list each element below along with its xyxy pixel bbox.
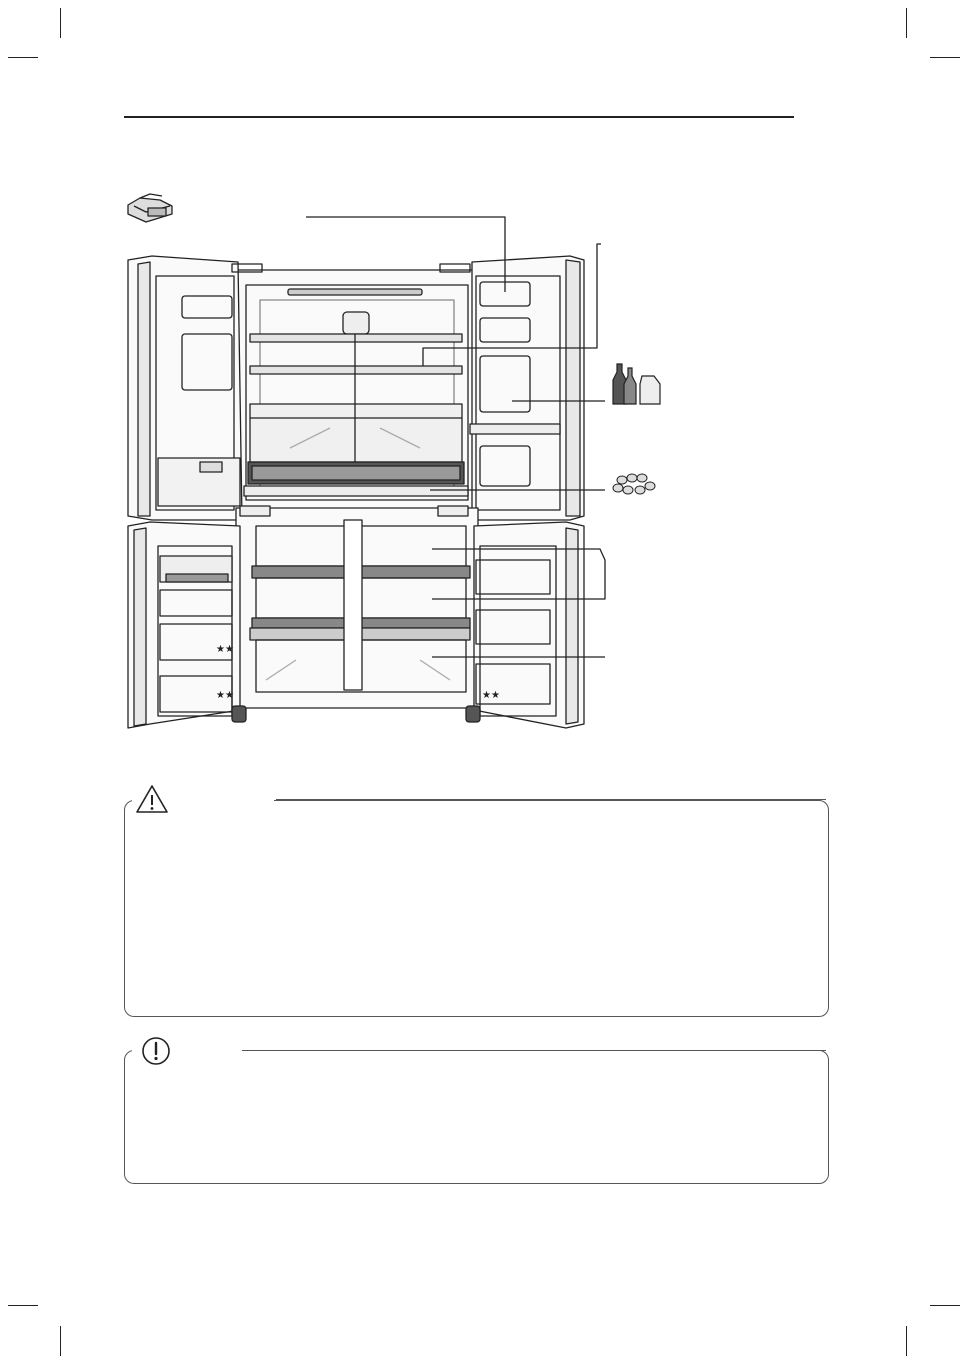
- caution-box: [124, 800, 829, 1017]
- crop-mark-top-right-h: [930, 57, 960, 58]
- eggs-icon: [613, 474, 655, 494]
- caution-header-rule: [276, 799, 826, 800]
- crop-mark-bottom-right-h: [930, 1305, 960, 1306]
- warning-triangle-icon: [134, 783, 170, 815]
- svg-text:★★: ★★: [216, 644, 234, 655]
- exclamation-circle-icon: [140, 1035, 172, 1067]
- svg-text:★★: ★★: [216, 690, 234, 701]
- note-header-rule: [242, 1050, 826, 1051]
- crop-mark-top-left-v: [60, 8, 61, 38]
- crop-mark-bottom-left-v: [60, 1326, 61, 1356]
- food-box-icon: [128, 194, 172, 222]
- crop-mark-bottom-left-h: [8, 1305, 38, 1306]
- svg-text:★★: ★★: [482, 690, 500, 701]
- note-box: [124, 1050, 829, 1184]
- crop-mark-top-left-h: [8, 57, 38, 58]
- header-rule: [124, 116, 794, 118]
- bottles-icon: [613, 364, 660, 404]
- refrigerator-diagram: [110, 190, 670, 740]
- crop-mark-top-right-v: [906, 8, 907, 38]
- crop-mark-bottom-right-v: [906, 1326, 907, 1356]
